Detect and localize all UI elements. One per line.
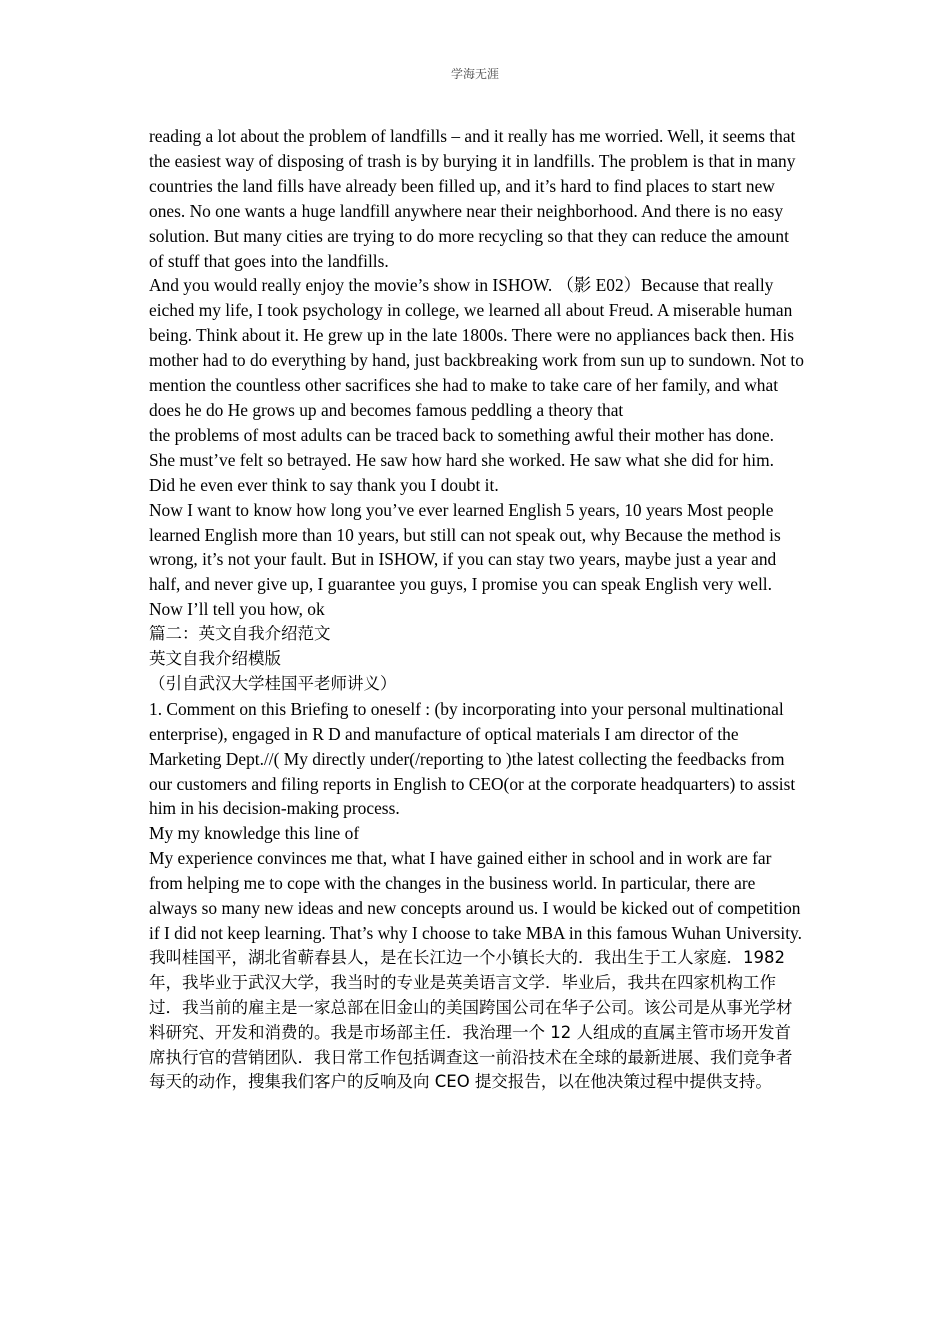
- paragraph-experience: My experience convinces me that, what I have gained either in school and in work are far from helping me to cope with the changes in the business world. In particular, there are always so many new ideas and new concepts around us. I would be kicked out of competition if I did not keep learning. That’s why I choose to take MBA in this famous Wuhan University.: [149, 848, 802, 943]
- page-header: 学海无涯: [450, 67, 499, 81]
- source-note: （引自武汉大学桂国平老师讲义）: [149, 673, 397, 693]
- paragraph-ishow-freud: And you would really enjoy the movie’s show in ISHOW. （影 E02）Because that really eiched my life, I took psychology in college, we learned all about Freud. A miserable human being. Think about it. He grew up in the late 1800s. There were no appliances back then. His mother had to do everything by hand, just backbreaking work from sun up to sundown. Not to mention the countless other sacrifices she had to make to take care of her family, and what does he do He grows up and becomes famous peddling a theory that: [149, 275, 804, 420]
- paragraph-briefing: 1. Comment on this Briefing to oneself : (by incorporating into your personal multinational enterprise), engaged in R D and manufacture of optical materials I am director of the Marketing Dept.//( My directly under(/reporting to )the latest collecting the feedbacks from our customers and filing reports in English to CEO(or at the corporate headquarters) to assist him in his decision-making process.: [149, 698, 796, 819]
- paragraph-knowledge: My my knowledge this line of: [149, 823, 360, 844]
- paragraph-problems-adults: the problems of most adults can be traced back to something awful their mother has done. She must’ve felt so betrayed. He saw how hard she worked. He saw what she did for him. Did he even ever think to say thank you I doubt it.: [149, 424, 774, 495]
- paragraph-landfills: reading a lot about the problem of landfills – and it really has me worried. Well, it seems that the easiest way of disposing of trash is by burying it in landfills. The problem is that in many countries the land fills have already been filled up, and it’s hard to find places to start new ones. No one wants a huge landfill anywhere near their neighborhood. And there is no easy solution. But many cities are trying to do more recycling so that they can reduce the amount of stuff that goes into the landfills.: [149, 126, 796, 271]
- section-title: 篇二：英文自我介绍范文: [149, 624, 331, 644]
- paragraph-learn-english: Now I want to know how long you’ve ever learned English 5 years, 10 years Most people learned English more than 10 years, but still can not speak out, why Because the method is wrong, it’s not your fault. But in ISHOW, if you can stay two years, maybe just a year and half, and never give up, I guarantee you guys, I promise you can speak English very well. Now I’ll tell you how, ok: [149, 499, 781, 620]
- template-title: 英文自我介绍模版: [149, 649, 281, 669]
- document-body: [149, 124, 804, 1095]
- paragraph-chinese-intro: 我叫桂国平，湖北省蕲春县人，是在长江边一个小镇长大的．我出生于工人家庭．1982 年，我毕业于武汉大学，我当时的专业是英美语言文学．毕业后，我共在四家机构工作过．我当前的雇主是一家总部在旧金山的美国跨国公司在华子公司。该公司是从事光学材料研究、开发和消费的。我是市场部主任．我治理一个 12 人组成的直属主管市场开发首席执行官的营销团队．我日常工作包括调查这一前沿技术在全球的最新进展、我们竞争者每天的动作，搜集我们客户的反响及向 CEO 提交报告，以在他决策过程中提供支持。: [149, 947, 793, 1092]
